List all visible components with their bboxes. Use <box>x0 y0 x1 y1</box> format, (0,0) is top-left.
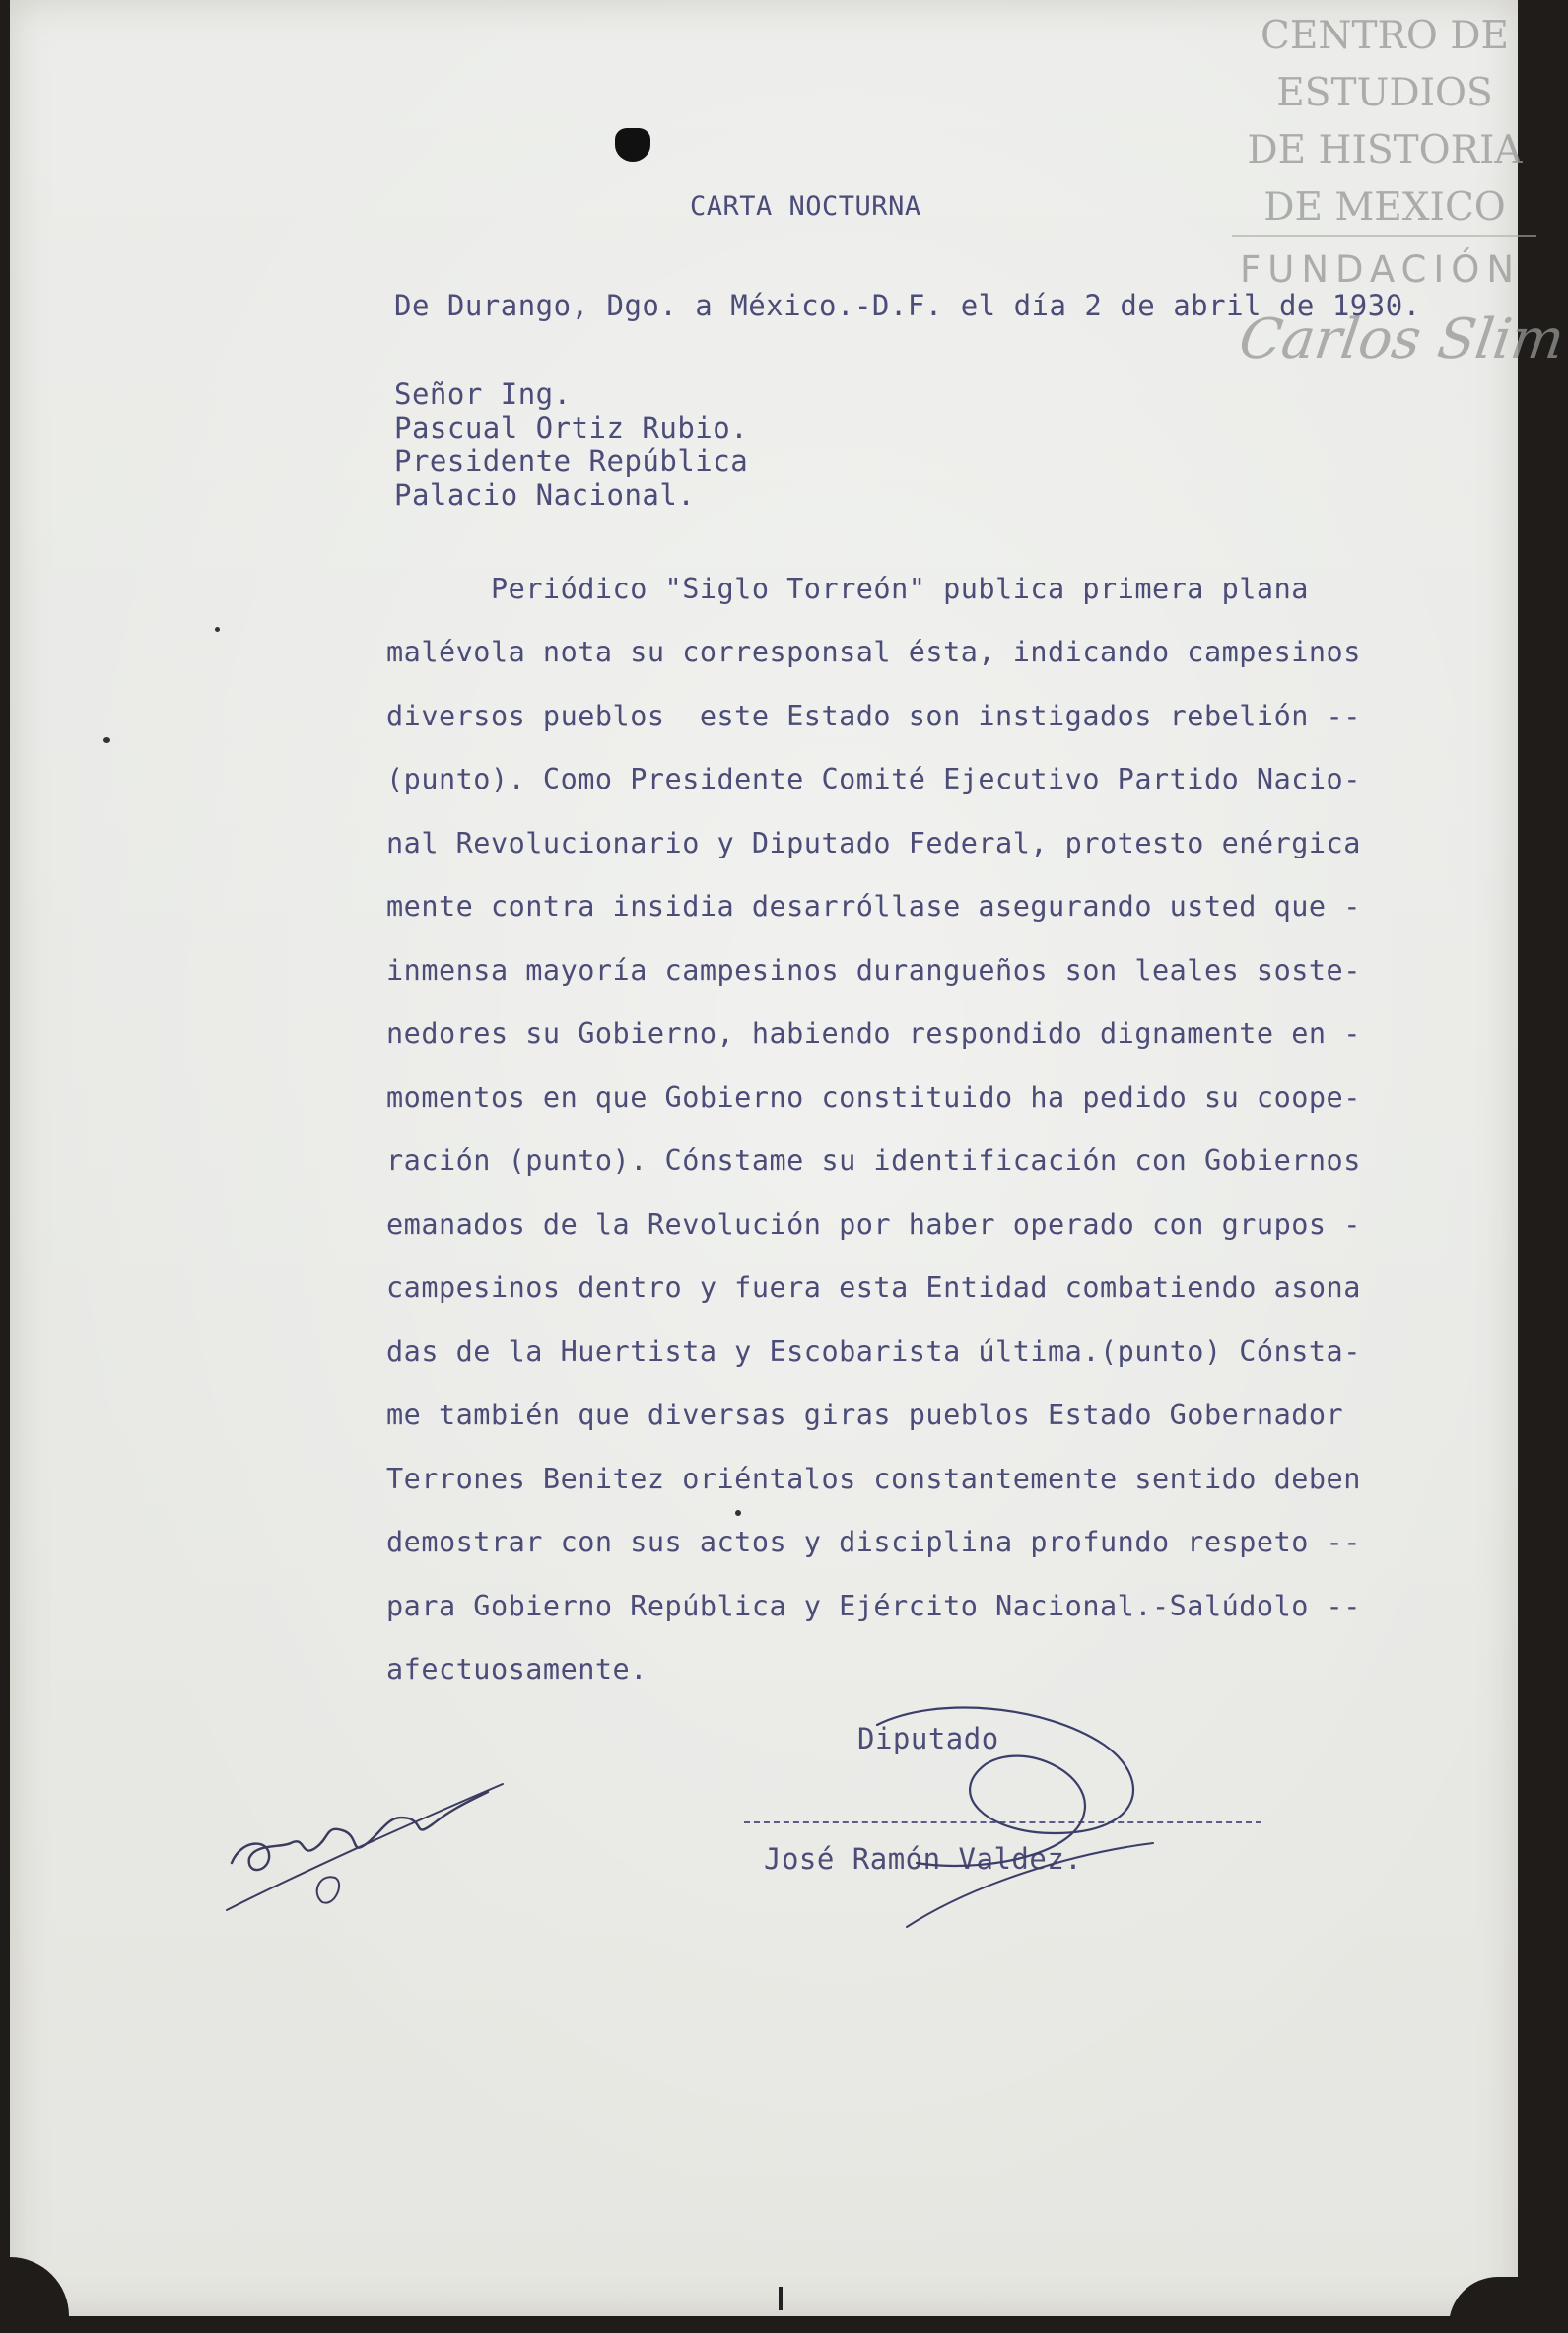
addressee-line: Pascual Ortiz Rubio. <box>394 411 749 445</box>
stamp-line: ESTUDIOS <box>1276 71 1493 115</box>
body-line: demostrar con sus actos y disciplina profundo respeto -- <box>386 1526 1361 1558</box>
signer-name: José Ramón Valdez. <box>764 1842 1083 1876</box>
body-line: ración (punto). Cónstame su identificación con Gobiernos <box>386 1144 1361 1177</box>
addressee-line: Señor Ing. <box>394 377 572 411</box>
body-line: (punto). Como Presidente Comité Ejecutivo Partido Nacio- <box>386 763 1361 795</box>
speck <box>735 1510 741 1516</box>
speck <box>215 627 220 632</box>
body-line: afectuosamente. <box>386 1653 648 1685</box>
body-line: diversos pueblos este Estado son instigados rebelión -- <box>386 700 1361 732</box>
archive-stamp <box>1232 8 1537 237</box>
dateline: De Durango, Dgo. a México.-D.F. el día 2 de abril de 1930. <box>394 289 1421 322</box>
closing-title: Diputado <box>857 1722 999 1755</box>
body-line: momentos en que Gobierno constituido ha pedido su coope- <box>386 1081 1361 1114</box>
body-line: Terrones Benitez oriéntalos constantemente sentido deben <box>386 1463 1361 1495</box>
stamp-divider <box>1232 235 1536 237</box>
body-line: mente contra insidia desarróllase asegurando usted que - <box>386 890 1361 923</box>
stamp-line: DE HISTORIA <box>1247 128 1523 172</box>
body-line: malévola nota su corresponsal ésta, indicando campesinos <box>386 636 1361 668</box>
speck <box>779 2287 783 2310</box>
body-line: inmensa mayoría campesinos durangueños son leales soste- <box>386 954 1361 987</box>
addressee-line: Palacio Nacional. <box>394 478 696 512</box>
document-title: CARTA NOCTURNA <box>690 191 921 222</box>
stamp-line: DE MEXICO <box>1263 185 1506 230</box>
addressee-line: Presidente República <box>394 445 749 478</box>
punch-hole <box>615 128 650 162</box>
body-line: nal Revolucionario y Diputado Federal, protesto enérgica <box>386 827 1361 859</box>
margin-handwriting <box>212 1745 508 1922</box>
body-line: nedores su Gobierno, habiendo respondido dignamente en - <box>386 1017 1361 1050</box>
stamp-foundation: FUNDACIÓN <box>1240 248 1522 291</box>
handwritten-signature <box>857 1685 1183 1942</box>
document-page <box>10 0 1568 2316</box>
body-line: campesinos dentro y fuera esta Entidad combatiendo asona <box>386 1271 1361 1304</box>
body-line: para Gobierno República y Ejército Nacional.-Salúdolo -- <box>386 1590 1361 1622</box>
stamp-signature: Carlos Slim <box>1235 308 1568 372</box>
body-line: Periódico "Siglo Torreón" publica primera plana <box>386 573 1309 605</box>
speck <box>103 737 110 743</box>
body-line: me también que diversas giras pueblos Estado Gobernador <box>386 1399 1344 1431</box>
body-line: emanados de la Revolución por haber operado con grupos - <box>386 1208 1361 1241</box>
stamp-line: CENTRO DE <box>1261 14 1509 58</box>
body-line: das de la Huertista y Escobarista última.(punto) Cónsta- <box>386 1336 1361 1368</box>
